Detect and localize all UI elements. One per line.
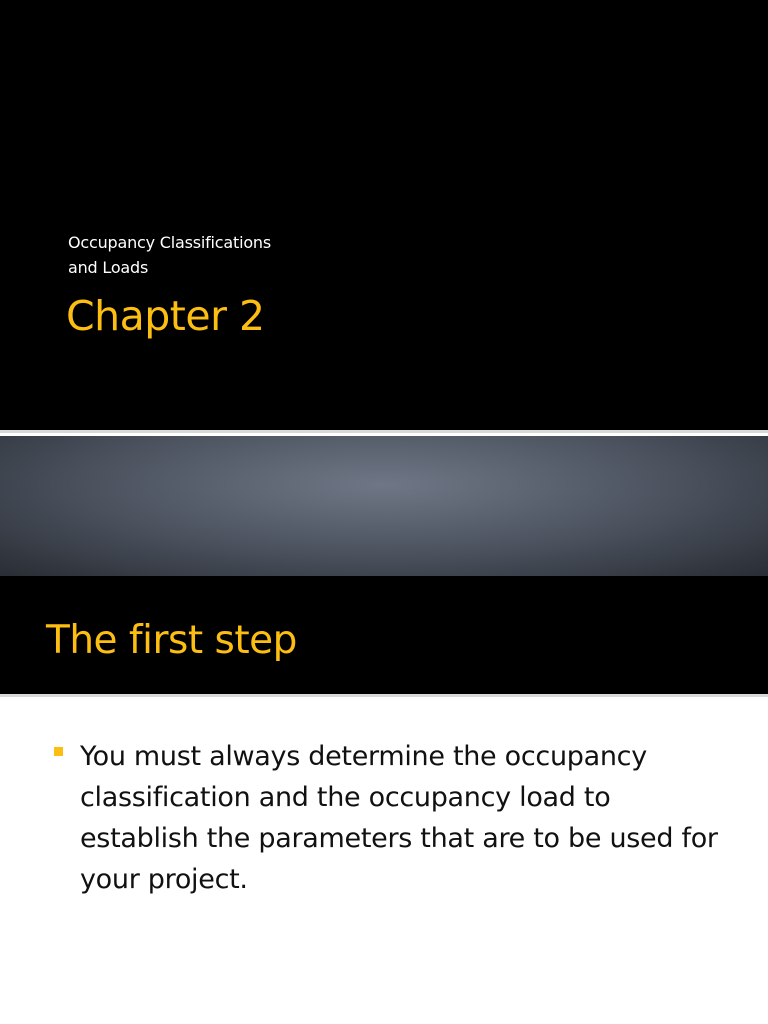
- title-slide: [0, 0, 768, 430]
- divider-top: [0, 430, 768, 433]
- content-slide-title: The first step: [46, 618, 297, 663]
- gradient-band: [0, 436, 768, 576]
- subtitle-line-1: Occupancy Classifications: [68, 233, 271, 252]
- slide-title: Chapter 2: [66, 292, 265, 340]
- divider-bottom: [0, 694, 768, 697]
- bullet-square-icon: [54, 747, 63, 756]
- subtitle-line-2: and Loads: [68, 258, 149, 277]
- slide-subtitle: [68, 230, 328, 280]
- bullet-text: You must always determine the occupancy classification and the occupancy load to establish the parameters that are to be used for your project.: [80, 741, 718, 895]
